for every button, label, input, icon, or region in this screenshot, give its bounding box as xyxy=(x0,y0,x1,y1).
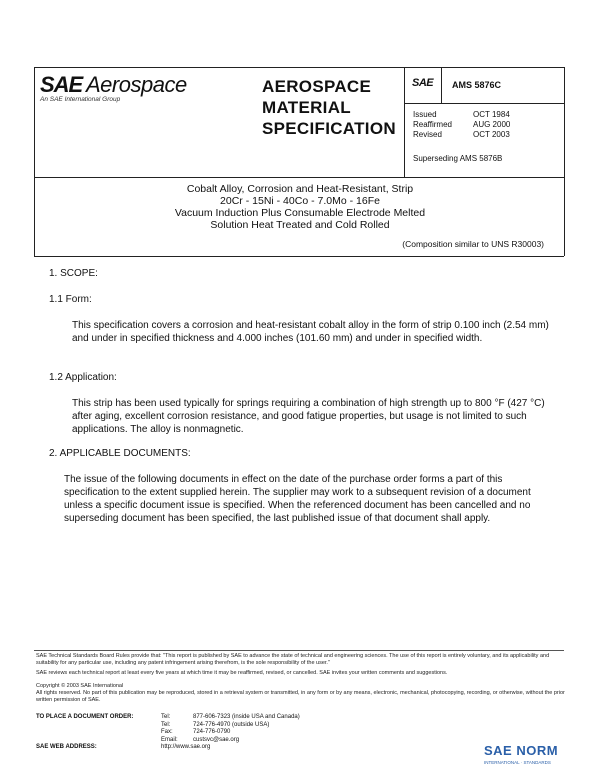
form-paragraph: This specification covers a corrosion and heat-resistant cobalt alloy in the form of strip 0.100 inch (2.54 mm) and under in specified thickness and 4.000 inches (101.60 mm) and under in specified width. xyxy=(72,320,549,344)
issued-date: OCT 1984 xyxy=(473,110,510,119)
document-title xyxy=(40,183,560,231)
title-bottom-rule xyxy=(34,256,564,257)
email-label: Email: xyxy=(161,736,178,743)
order-label: TO PLACE A DOCUMENT ORDER: xyxy=(36,714,134,720)
fax-value: 724-776-0790 xyxy=(193,729,231,735)
tel2-value[interactable]: 724-776-4970 (outside USA) xyxy=(193,721,270,728)
aerospace-logo-text: Aerospace xyxy=(86,72,187,97)
review-statement: SAE reviews each technical report at least every five years at which time it may be reaffirmed, revised, or cancelled. SAE invites your written comments and suggestions. xyxy=(36,670,448,676)
title-left-rule xyxy=(34,177,35,256)
rules-statement: SAE Technical Standards Board Rules provide that: "This report is published by SAE to advance the state of technical and engineering sciences. The use of this report is entirely voluntary, and its applicability and suitability for any particular use, including any patent infringement arising therefrom, is the sole responsibility of the user." xyxy=(36,653,550,666)
issued-row xyxy=(413,110,510,120)
web-label: SAE WEB ADDRESS: xyxy=(36,744,97,750)
reaffirmed-row xyxy=(413,120,510,130)
header-left-rule xyxy=(34,67,35,177)
sae-logo: SAE xyxy=(40,72,83,97)
tel-value[interactable]: 877-606-7323 (inside USA and Canada) xyxy=(193,714,300,720)
title-line-1: AEROSPACE xyxy=(262,77,372,96)
doc-title-line-4: Solution Heat Treated and Cold Rolled xyxy=(210,219,390,231)
header-top-rule xyxy=(34,67,564,68)
doc-title-line-3: Vacuum Induction Plus Consumable Electrode Melted xyxy=(174,207,426,219)
copyright-line: Copyright © 2003 SAE International xyxy=(36,683,124,689)
revised-row xyxy=(413,130,510,140)
tel-label: Tel: xyxy=(161,714,171,720)
sae-mark: SAE xyxy=(412,77,434,89)
document-type-title xyxy=(262,76,396,139)
issued-label: Issued xyxy=(413,110,437,119)
title-line-3: SPECIFICATION xyxy=(262,119,396,138)
doc-title-line-1: Cobalt Alloy, Corrosion and Heat-Resistant, Strip xyxy=(186,183,414,195)
revised-label: Revised xyxy=(413,130,442,139)
title-line-2: MATERIAL xyxy=(262,98,351,117)
ams-box-divider xyxy=(441,67,442,103)
header-right-rule xyxy=(564,67,565,177)
fax-label: Fax: xyxy=(161,729,173,735)
header-bottom-rule xyxy=(34,177,564,178)
title-right-rule xyxy=(564,177,565,256)
sae-norm-subtitle: INTERNATIONAL · STANDARDS xyxy=(484,760,551,765)
form-heading: 1.1 Form: xyxy=(49,294,92,305)
doc-title-line-2: 20Cr - 15Ni - 40Co - 7.0Mo - 16Fe xyxy=(220,195,380,207)
web-link[interactable]: http://www.sae.org xyxy=(161,744,211,750)
composition-note: (Composition similar to UNS R30003) xyxy=(402,239,544,249)
ams-number: AMS 5876C xyxy=(452,80,502,90)
logo-tagline: An SAE International Group xyxy=(40,96,121,103)
header-divider-rule xyxy=(404,67,405,177)
ams-box-bottom-rule xyxy=(404,103,564,104)
applicable-documents-heading: 2. APPLICABLE DOCUMENTS: xyxy=(49,448,191,459)
contact-table xyxy=(36,714,300,752)
document-dates xyxy=(413,110,510,140)
application-paragraph: This strip has been used typically for springs requiring a combination of high strength up to 800 °F (427 °C) after aging, excellent corrosion resistance, and good fatigue properties, but usage is not limited to such applications. The alloy is nonmagnetic. xyxy=(72,398,545,435)
superseding-note: Superseding AMS 5876B xyxy=(413,154,503,163)
application-heading: 1.2 Application: xyxy=(49,372,117,383)
revised-date: OCT 2003 xyxy=(473,130,510,139)
scope-heading: 1. SCOPE: xyxy=(49,268,98,279)
reaffirmed-label: Reaffirmed xyxy=(413,120,452,129)
applicable-documents-paragraph: The issue of the following documents in effect on the date of the purchase order forms a part of this specification to the extent supplied herein. The supplier may work to a subsequent revision of a document unless a specific document issue is specified. When the referenced document has been cancelled and no superseding document has been specified, the last published issue of that document shall apply. xyxy=(64,474,531,524)
reaffirmed-date: AUG 2000 xyxy=(473,120,511,129)
sae-norm-logo: SAE NORM xyxy=(484,743,559,758)
email-link[interactable]: custsvc@sae.org xyxy=(193,736,240,743)
footer-rule xyxy=(34,650,564,651)
tel2-label: Tel: xyxy=(161,721,171,728)
rights-statement: All rights reserved. No part of this publication may be reproduced, stored in a retrieval system or transmitted, in any form or by any means, electronic, mechanical, photocopying, recording, or otherwise, without the prior written permission of SAE. xyxy=(36,690,565,703)
